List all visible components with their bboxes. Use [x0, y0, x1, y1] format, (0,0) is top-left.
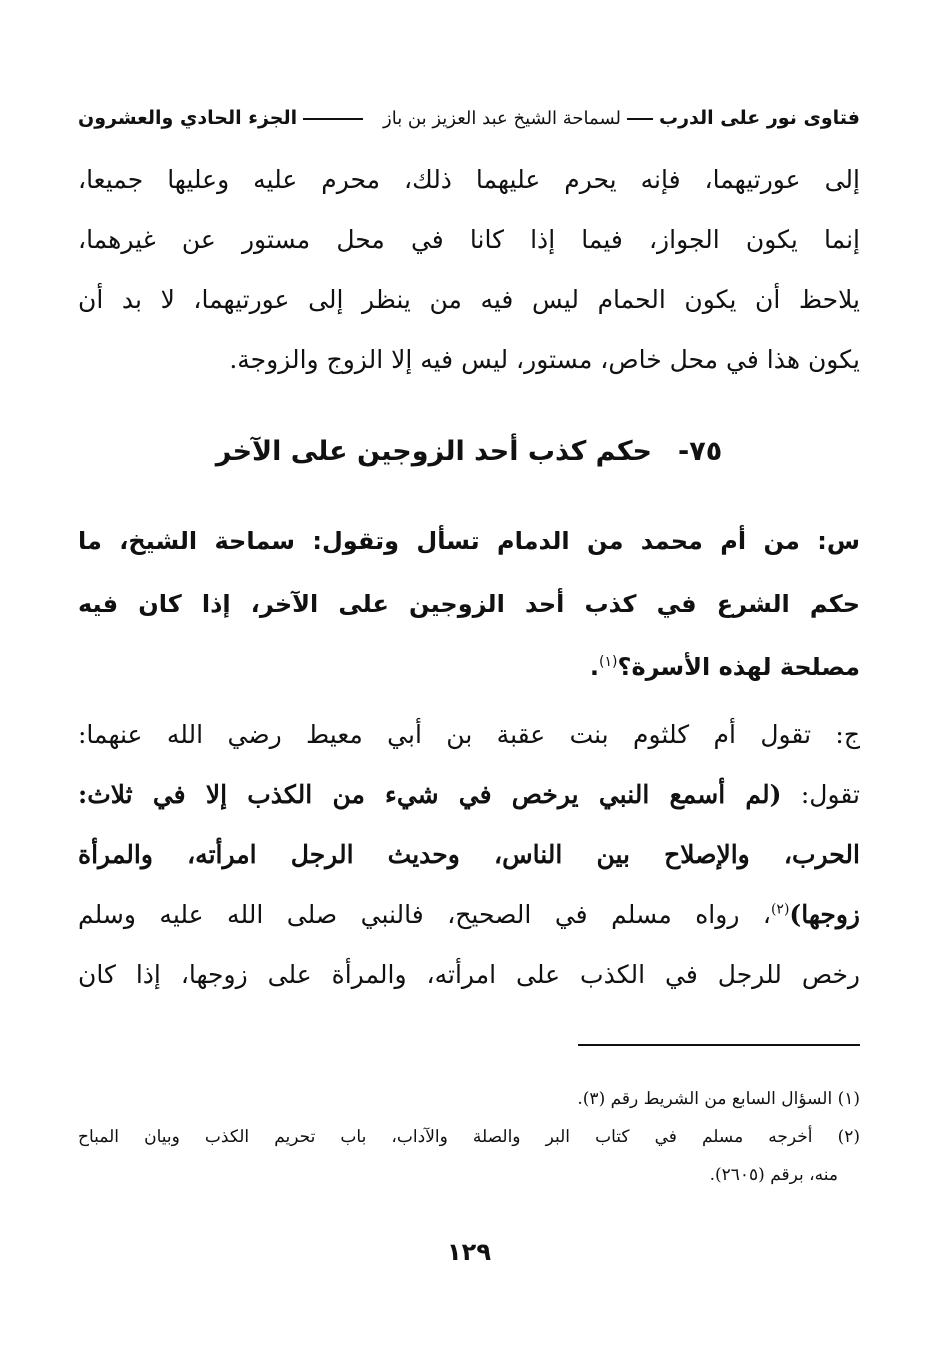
hadith-quote: (لم أسمع النبي يرخص في شيء من الكذب إلا في ثلاث:	[78, 780, 782, 809]
footnote-1: (١) السؤال السابع من الشريط رقم (٣).	[577, 1089, 860, 1109]
answer-line: ج: تقول أم كلثوم بنت عقبة بن أبي معيط رضي الله عنهما:	[78, 720, 860, 749]
footnote-2-continued: منه، برقم (٢٦٠٥).	[709, 1165, 838, 1185]
hadith-quote-end: زوجها)	[789, 900, 860, 929]
header-author: لسماحة الشيخ عبد العزيز بن باز	[383, 108, 621, 129]
question-text: مصلحة لهذه الأسرة؟	[617, 653, 860, 681]
footnote-2: (٢) أخرجه مسلم في كتاب البر والصلة والآداب، باب تحريم الكذب وبيان المباح	[78, 1127, 860, 1147]
header-book-title: فتاوى نور على الدرب	[659, 107, 860, 129]
header-volume: الجزء الحادي والعشرون	[78, 107, 298, 129]
question-line: حكم الشرع في كذب أحد الزوجين على الآخر، إذا كان فيه	[78, 590, 860, 618]
answer-line: رخص للرجل في الكذب على امرأته، والمرأة على زوجها، إذا كان	[78, 960, 860, 989]
answer-text: ، رواه مسلم في الصحيح، فالنبي صلى الله عليه وسلم	[78, 900, 771, 929]
intro-line: إنما يكون الجواز، فيما إذا كانا في محل مستور عن غيرهما،	[78, 225, 860, 254]
footnote-ref-2: (٢)	[770, 901, 790, 918]
header-dash	[627, 118, 653, 120]
footnotes	[78, 1080, 860, 1194]
question-paragraph	[78, 510, 860, 699]
hadith-quote-line: الحرب، والإصلاح بين الناس، وحديث الرجل امرأته، والمرأة	[78, 840, 860, 869]
answer-line	[78, 765, 860, 825]
section-title: حكم كذب أحد الزوجين على الآخر	[215, 436, 653, 467]
answer-line	[78, 885, 860, 945]
running-header	[78, 100, 860, 136]
section-heading	[0, 422, 938, 482]
answer-intro: تقول:	[781, 780, 860, 809]
question-period: .	[589, 653, 600, 681]
page-number: ١٢٩	[447, 1238, 491, 1266]
intro-line: يلاحظ أن يكون الحمام ليس فيه من ينظر إلى عورتيهما، لا بد أن	[78, 285, 860, 314]
header-rule	[303, 118, 363, 120]
question-line: س: من أم محمد من الدمام تسأل وتقول: سماحة الشيخ، ما	[78, 527, 860, 555]
question-line-last	[78, 636, 860, 699]
footnote-divider	[578, 1044, 860, 1046]
answer-paragraph	[78, 705, 860, 1005]
section-number: ٧٥-	[678, 436, 723, 467]
intro-line: إلى عورتيهما، فإنه يحرم عليهما ذلك، محرم عليه وعليها جميعا،	[78, 165, 860, 194]
intro-paragraph	[78, 150, 860, 390]
header-volume-group	[78, 107, 369, 129]
footnote-ref-1: (١)	[599, 654, 618, 670]
header-book-and-author	[383, 107, 860, 129]
intro-line: يكون هذا في محل خاص، مستور، ليس فيه إلا الزوج والزوجة.	[229, 345, 860, 374]
